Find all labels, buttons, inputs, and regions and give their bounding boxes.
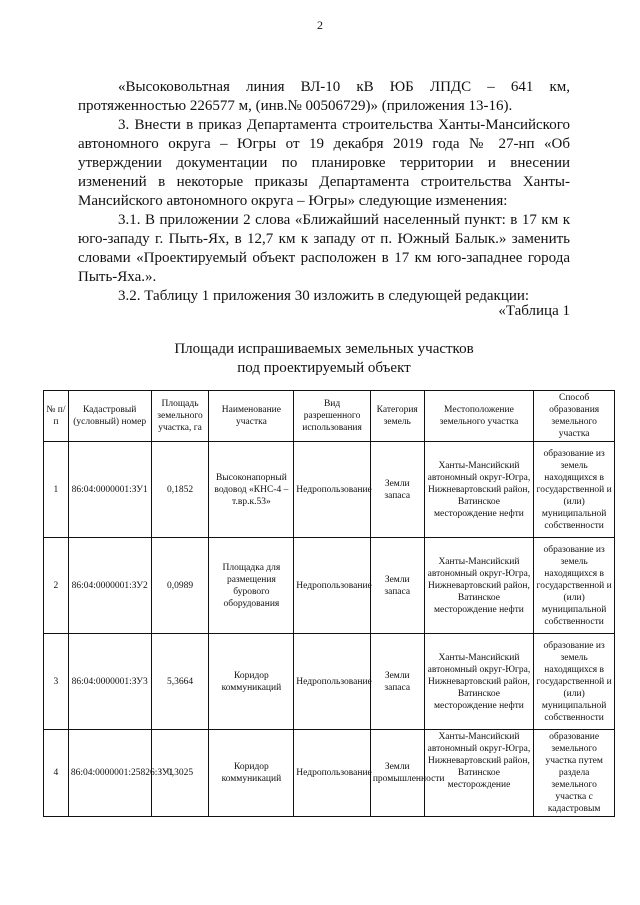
- cell-usage: Недропользование: [294, 538, 371, 634]
- cell-category: Земли промышленности: [370, 730, 424, 817]
- header-category: Категория земель: [370, 391, 424, 442]
- table-title-line-2: под проектируемый объект: [237, 360, 411, 376]
- cell-cadastral: 86:04:0000001:ЗУ1: [68, 442, 151, 538]
- table-row: [44, 730, 615, 817]
- cell-name: Высоконапорный водовод «КНС-4 – т.вр.к.53»: [209, 442, 294, 538]
- cell-method: образование земельного участка путем раздела земельного участка с кадастровым: [534, 730, 615, 817]
- cell-cadastral: 86:04:0000001:25826:ЗУ1: [68, 730, 151, 817]
- table-title-line-1: Площади испрашиваемых земельных участков: [174, 341, 474, 357]
- cell-usage: Недропользование: [294, 730, 371, 817]
- header-num: № п/п: [44, 391, 69, 442]
- cell-name: Коридор коммуникаций: [209, 730, 294, 817]
- cell-num: 4: [44, 730, 69, 817]
- cell-cadastral: 86:04:0000001:ЗУ2: [68, 538, 151, 634]
- header-name: Наименование участка: [209, 391, 294, 442]
- paragraph-2: 3. Внести в приказ Департамента строительства Ханты-Мансийского автономного округа – Югры от 19 декабря 2019 года № 27-нп «Об утверждении документации по планировке территории и внесении изменений в некоторые приказы Департамента строительства Ханты-Мансийского автономного округа – Югры» следующие изменения:: [78, 117, 570, 209]
- cell-method: образование из земель находящихся в государственной и (или) муниципальной собственности: [534, 634, 615, 730]
- table-title: [78, 340, 570, 378]
- cell-location: Ханты-Мансийский автономный округ-Югра, Нижневартовский район, Ватинское месторождение: [424, 730, 534, 817]
- cell-num: 3: [44, 634, 69, 730]
- cell-method: образование из земель находящихся в государственной и (или) муниципальной собственности: [534, 538, 615, 634]
- paragraph-1-line-2: протяженностью 226577 м, (инв.№ 00506729)» (приложения 13-16).: [78, 98, 513, 114]
- cell-cadastral: 86:04:0000001:ЗУ3: [68, 634, 151, 730]
- header-usage: Вид разрешенного использования: [294, 391, 371, 442]
- cell-category: Земли запаса: [370, 634, 424, 730]
- cell-area: 0,0989: [151, 538, 209, 634]
- paragraph-4: 3.2. Таблицу 1 приложения 30 изложить в следующей редакции:: [118, 288, 530, 304]
- table-row: [44, 442, 615, 538]
- cell-area: 0,1852: [151, 442, 209, 538]
- cell-area: 0,3025: [151, 730, 209, 817]
- document-body: [78, 78, 570, 306]
- header-location: Местоположение земельного участка: [424, 391, 534, 442]
- cell-name: Коридор коммуникаций: [209, 634, 294, 730]
- header-area: Площадь земельного участка, га: [151, 391, 209, 442]
- header-cadastral: Кадастровый (условный) номер: [68, 391, 151, 442]
- paragraph-3: 3.1. В приложении 2 слова «Ближайший населенный пункт: в 17 км к юго-западу г. Пыть-Ях, в 12,7 км к западу от п. Южный Балык.» заменить словами «Проектируемый объект расположен в 17 км юго-западнее города Пыть-Яха.».: [78, 212, 570, 285]
- cell-category: Земли запаса: [370, 442, 424, 538]
- header-method: Способ образования земельного участка: [534, 391, 615, 442]
- cell-num: 1: [44, 442, 69, 538]
- paragraph-1-line-1: «Высоковольтная линия ВЛ-10 кВ ЮБ ЛПДС – 641 км,: [118, 79, 570, 95]
- page-number: 2: [317, 18, 323, 32]
- cell-usage: Недропользование: [294, 442, 371, 538]
- table-reference: «Таблица 1: [498, 303, 570, 319]
- table-row: [44, 538, 615, 634]
- cell-area: 5,3664: [151, 634, 209, 730]
- cell-location: Ханты-Мансийский автономный округ-Югра, Нижневартовский район, Ватинское месторождение нефти: [424, 538, 534, 634]
- cell-name: Площадка для размещения бурового оборудования: [209, 538, 294, 634]
- cell-usage: Недропользование: [294, 634, 371, 730]
- cell-location: Ханты-Мансийский автономный округ-Югра, Нижневартовский район, Ватинское месторождение нефти: [424, 634, 534, 730]
- land-plots-table: [43, 390, 615, 817]
- cell-method: образование из земель находящихся в государственной и (или) муниципальной собственности: [534, 442, 615, 538]
- table-row: [44, 634, 615, 730]
- table-header-row: [44, 391, 615, 442]
- cell-location: Ханты-Мансийский автономный округ-Югра, Нижневартовский район, Ватинское месторождение нефти: [424, 442, 534, 538]
- cell-num: 2: [44, 538, 69, 634]
- cell-category: Земли запаса: [370, 538, 424, 634]
